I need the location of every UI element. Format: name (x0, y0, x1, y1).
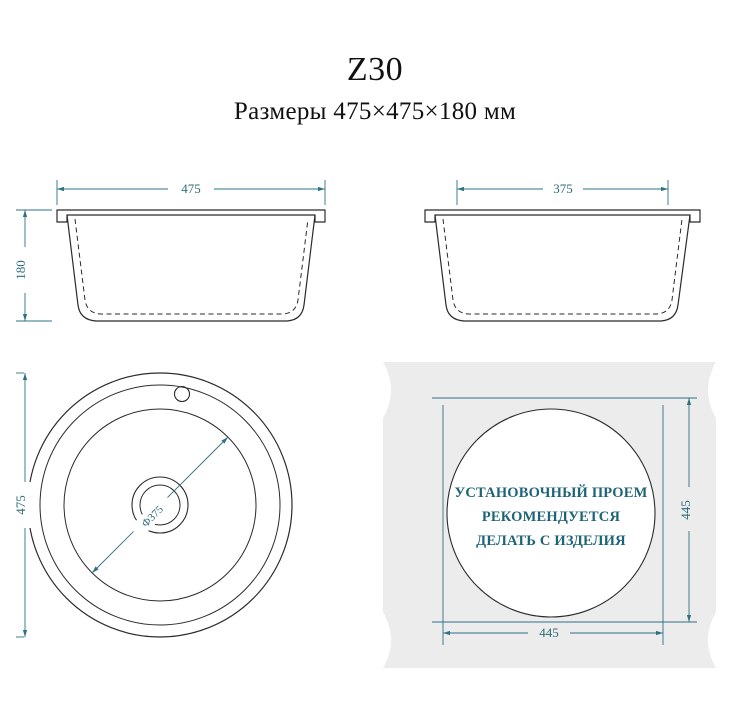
cutout-width-label: 445 (539, 625, 559, 640)
cutout-note-line-3: ДЕЛАТЬ С ИЗДЕЛИЯ (476, 533, 626, 549)
diameter-label: Ф375 (139, 503, 166, 530)
cutout-note-line-2: РЕКОМЕНДУЕТСЯ (481, 509, 621, 525)
top-height-label: 475 (13, 495, 28, 515)
top-view-dimensions (16, 373, 228, 637)
page-title: Z30 (346, 51, 404, 88)
front-height-label: 180 (13, 260, 28, 280)
side-section-geometry (425, 210, 700, 321)
front-width-label: 475 (181, 181, 201, 196)
side-width-label: 375 (553, 181, 573, 196)
front-section-dimensions (16, 180, 325, 321)
front-section-geometry (57, 210, 325, 321)
dimensions-subtitle: Размеры 475×475×180 мм (233, 97, 517, 125)
cutout-height-label: 445 (678, 500, 693, 520)
cutout-note-line-1: УСТАНОВОЧНЫЙ ПРОЕМ (454, 485, 648, 501)
